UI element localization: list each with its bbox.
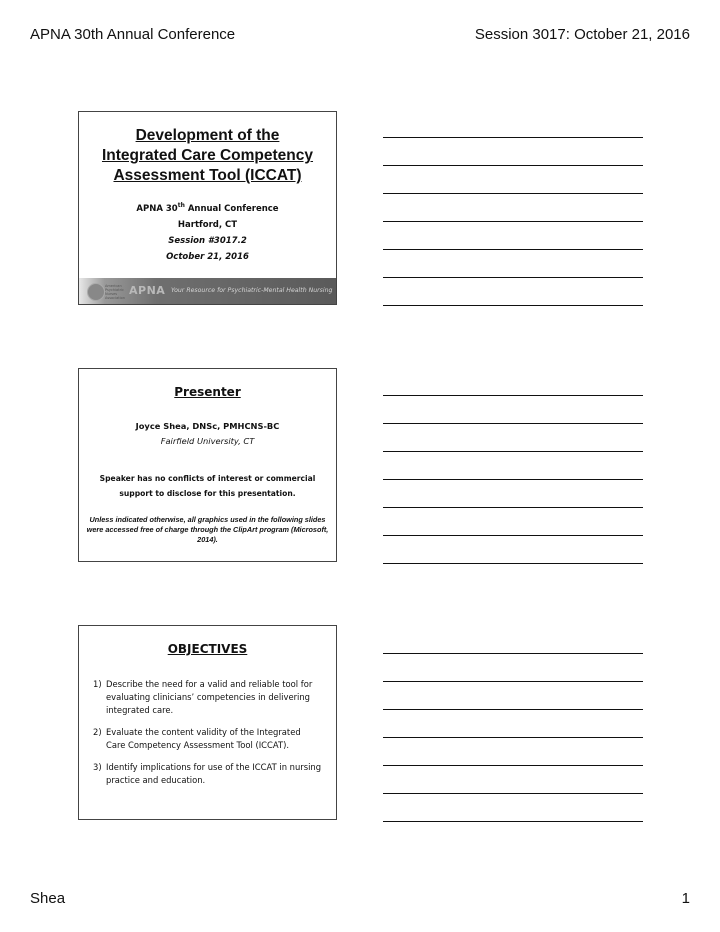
objective-number: 2) (93, 727, 102, 737)
conference-prefix: APNA 30 (136, 204, 178, 214)
slide-title-line: Assessment Tool (ICCAT) (113, 167, 302, 184)
note-line (383, 535, 643, 536)
note-line (383, 765, 643, 766)
slide-objectives (78, 625, 337, 820)
note-line (383, 165, 643, 166)
header-session: Session 3017: October 21, 2016 (474, 26, 690, 43)
note-line (383, 395, 643, 396)
objective-text: Identify implications for use of the ICCAT in nursing practice and education. (106, 762, 322, 785)
objective-text: Evaluate the content validity of the Integrated Care Competency Assessment Tool (ICCAT). (106, 727, 301, 750)
note-line (383, 709, 643, 710)
note-line (383, 451, 643, 452)
slide-title-info (79, 201, 336, 265)
note-line (383, 653, 643, 654)
session-date: October 21, 2016 (166, 252, 249, 262)
note-line (383, 793, 643, 794)
presenter-affiliation: Fairfield University, CT (160, 436, 255, 446)
page-number: 1 (681, 890, 690, 907)
note-line (383, 821, 643, 822)
clipart-note: Unless indicated otherwise, all graphics used in the following slides were accessed free of charge through the ClipArt program (Microsoft, 2014). (86, 515, 329, 544)
note-line (383, 221, 643, 222)
apna-brand: APNA (129, 284, 166, 297)
conference-location: Hartford, CT (177, 220, 238, 230)
note-line (383, 193, 643, 194)
note-line (383, 423, 643, 424)
presenter-name: Joyce Shea, DNSc, PMHCNS-BC (135, 421, 280, 431)
presenter-heading: Presenter (174, 385, 241, 399)
slide-title-line: Development of the (135, 127, 280, 144)
note-line (383, 507, 643, 508)
note-line (383, 305, 643, 306)
apna-banner (79, 278, 336, 304)
apna-logo-text: American Psychiatric Nurses Association (105, 284, 125, 300)
footer-author: Shea (30, 890, 66, 907)
apna-tagline: Your Resource for Psychiatric-Mental Health Nursing (171, 287, 333, 294)
note-line (383, 737, 643, 738)
session-number: Session #3017.2 (168, 236, 247, 246)
objective-text: Describe the need for a valid and reliable tool for evaluating clinicians’ competencies in delivering integrated care. (106, 679, 313, 715)
slide-title-line: Integrated Care Competency (101, 147, 314, 164)
list-item (93, 761, 322, 787)
conference-sup: th (177, 202, 185, 210)
conference-suffix: Annual Conference (184, 204, 279, 214)
list-item (93, 678, 322, 717)
header-conference: APNA 30th Annual Conference (30, 26, 236, 43)
objective-number: 3) (93, 762, 102, 772)
list-item (93, 726, 322, 752)
note-line (383, 137, 643, 138)
objectives-list (93, 678, 322, 796)
note-line (383, 681, 643, 682)
note-line (383, 249, 643, 250)
objective-number: 1) (93, 679, 102, 689)
disclosure-text: Speaker has no conflicts of interest or commercial support to disclose for this presentation. (99, 474, 316, 498)
slide-title-heading (79, 126, 336, 186)
apna-logo-icon (87, 283, 105, 301)
slide-title (78, 111, 337, 305)
slide-presenter (78, 368, 337, 562)
note-line (383, 563, 643, 564)
note-line (383, 277, 643, 278)
objectives-heading: OBJECTIVES (167, 642, 248, 656)
conference-name (79, 201, 336, 217)
note-line (383, 479, 643, 480)
